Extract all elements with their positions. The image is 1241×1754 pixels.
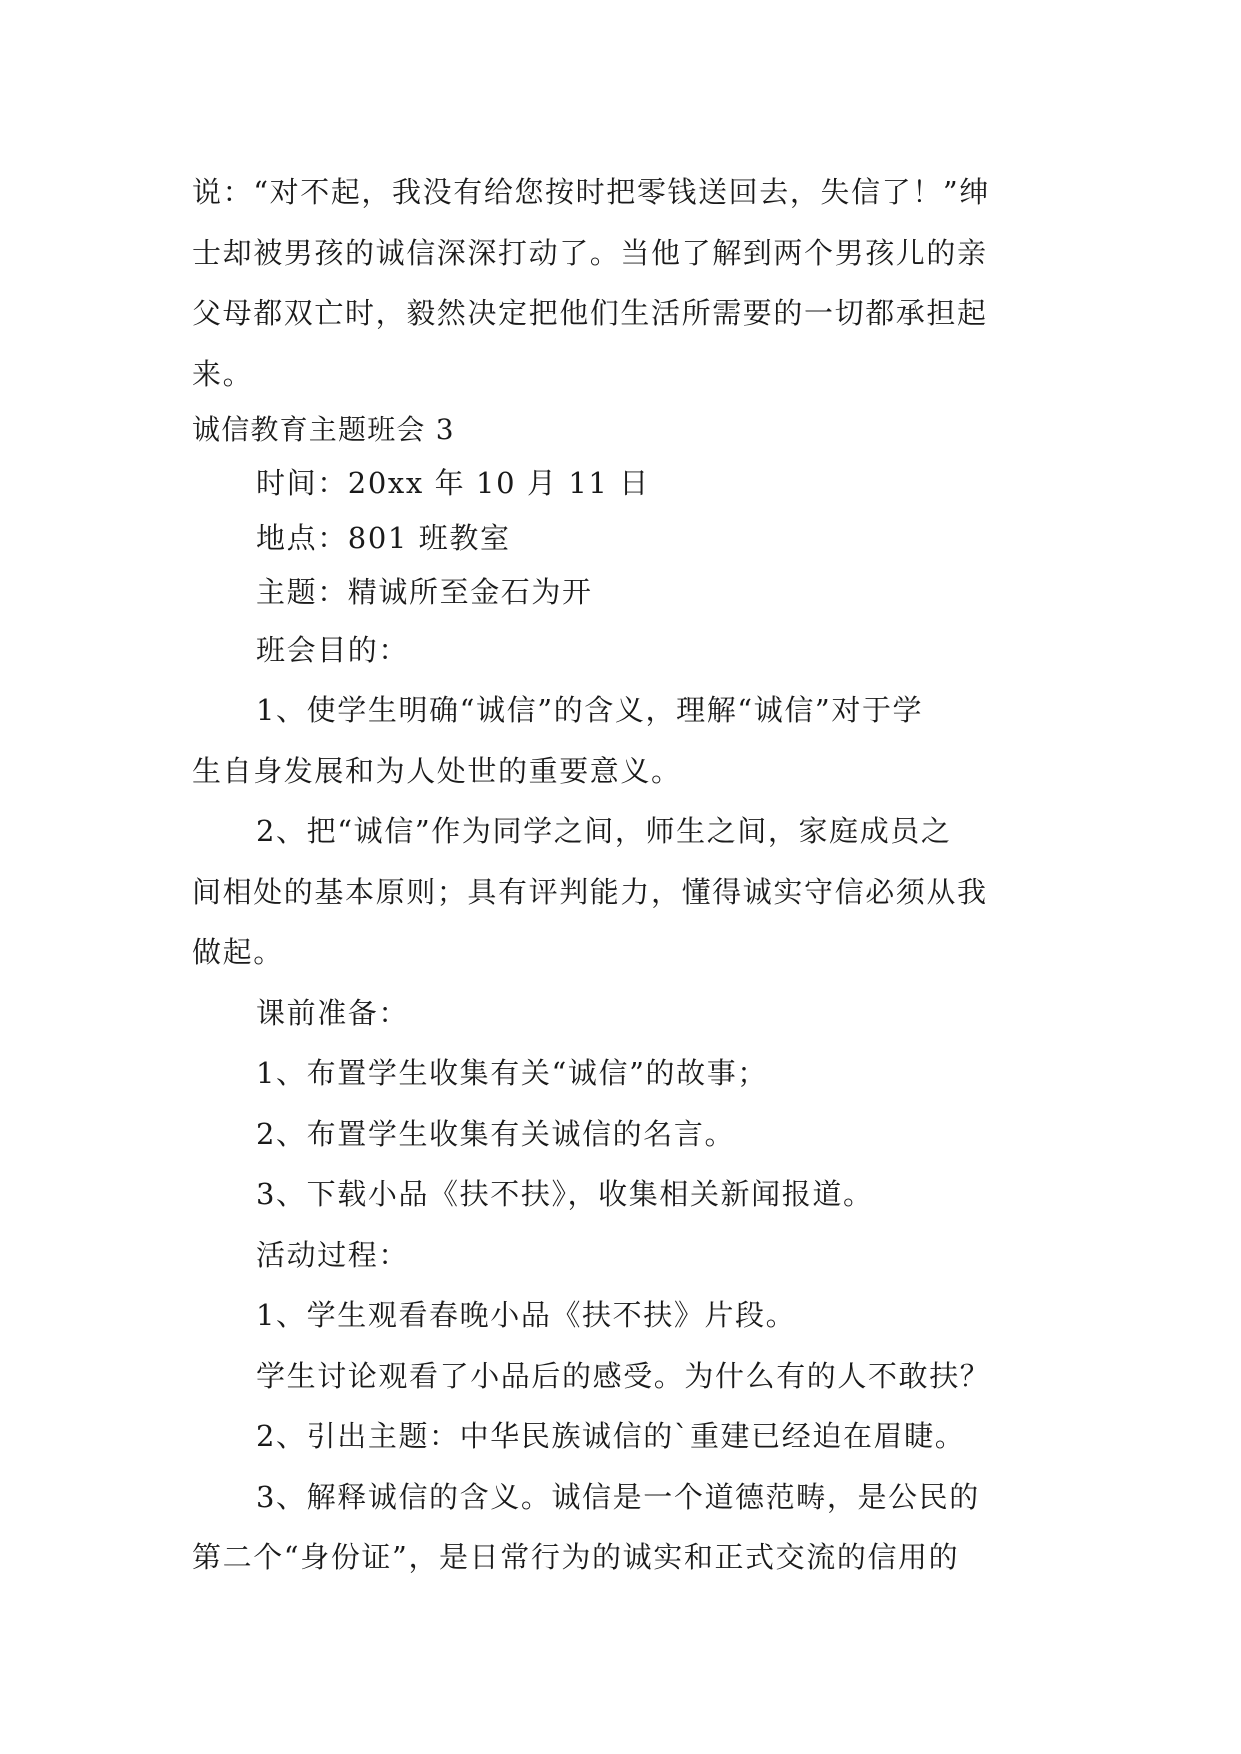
meta-time: 时间：20xx 年 10 月 11 日 (256, 466, 650, 500)
intro-line-1: 说：“对不起，我没有给您按时把零钱送回去，失信了！”绅 (192, 175, 990, 209)
intro-line-2: 士却被男孩的诚信深深打动了。当他了解到两个男孩儿的亲 (192, 235, 988, 270)
process-heading: 活动过程： (256, 1237, 410, 1272)
prep-item-3: 3、下载小品《扶不扶》，收集相关新闻报道。 (256, 1177, 874, 1211)
meta-place: 地点：801 班教室 (256, 520, 511, 555)
purpose-2-line-2: 间相处的基本原则；具有评判能力，懂得诚实守信必须从我 (192, 874, 988, 909)
process-1: 1、学生观看春晚小品《扶不扶》片段。 (256, 1298, 797, 1332)
process-1-discussion: 学生讨论观看了小品后的感受。为什么有的人不敢扶？ (256, 1358, 991, 1393)
document-body (192, 162, 1060, 1588)
meta-theme: 主题：精诚所至金石为开 (256, 575, 593, 609)
purpose-heading: 班会目的： (256, 632, 410, 667)
intro-line-3: 父母都双亡时，毅然决定把他们生活所需要的一切都承担起 (192, 296, 988, 330)
process-3-line-2: 第二个“身份证”，是日常行为的诚实和正式交流的信用的 (192, 1540, 960, 1574)
purpose-2-line-3: 做起。 (192, 935, 284, 969)
purpose-1-line-2: 生自身发展和为人处世的重要意义。 (192, 753, 682, 788)
process-2: 2、引出主题：中华民族诚信的`重建已经迫在眉睫。 (256, 1419, 966, 1453)
purpose-1-line-1: 1、使学生明确“诚信”的含义，理解“诚信”对于学 (256, 693, 924, 727)
prep-item-1: 1、布置学生收集有关“诚信”的故事； (256, 1056, 768, 1090)
prep-heading: 课前准备： (256, 995, 410, 1030)
process-3-line-1: 3、解释诚信的含义。诚信是一个道德范畴，是公民的 (256, 1479, 980, 1514)
intro-line-4: 来。 (192, 356, 254, 391)
prep-item-2: 2、布置学生收集有关诚信的名言。 (256, 1116, 736, 1151)
section-title: 诚信教育主题班会 3 (192, 413, 455, 446)
purpose-2-line-1: 2、把“诚信”作为同学之间，师生之间，家庭成员之 (256, 814, 952, 848)
